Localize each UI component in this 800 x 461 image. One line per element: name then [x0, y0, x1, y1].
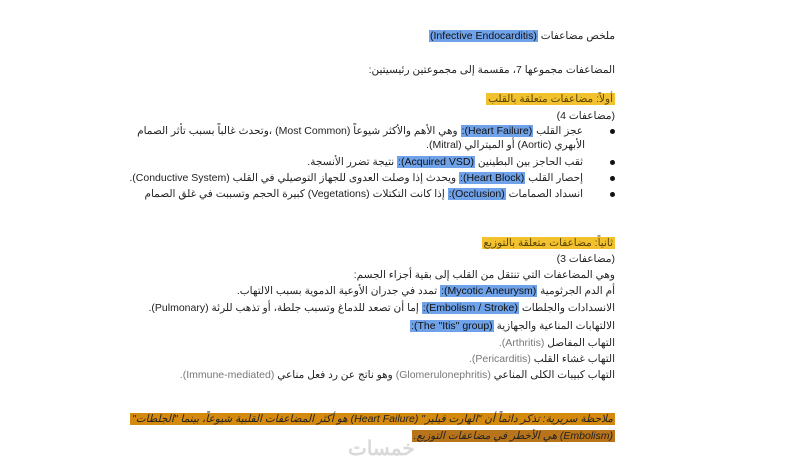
watermark-logo: خمسات — [348, 438, 415, 460]
intro-text: المضاعفات مجموعها 7، مقسمة إلى مجموعتين رئيسيتين: — [368, 64, 615, 76]
item-term-highlight: (Occlusion): — [448, 188, 505, 200]
item-desc-en: (Conductive System). — [129, 172, 230, 184]
item-term-highlight: (Heart Block): — [460, 172, 525, 184]
section2-intro: وهي المضاعفات التي تنتقل من القلب إلى بقية أجزاء الجسم: — [353, 269, 615, 281]
section1-item-4 — [144, 187, 615, 201]
section1-heading-text: أولاً: مضاعفات متعلقة بالقلب — [488, 93, 613, 105]
item-desc: وهو ناتج عن رد فعل مناعي — [277, 369, 393, 381]
item-term-highlight: (Embolism / Stroke): — [422, 302, 518, 314]
note-highlight: (Embolism) هي الأخطر في مضاعفات التوزيع. — [413, 430, 613, 442]
item-label: الانسدادات والجلطات — [521, 302, 615, 314]
item-label: ثقب الحاجز بين البطينين — [477, 156, 584, 168]
bullet-icon — [610, 176, 615, 181]
section1-item-3 — [129, 171, 615, 185]
note-highlight: ملاحظة سريرية: تذكر دائماً أن "الهارت فيلير" (Heart Failure) هو أكثر المضاعفات القلبية شيوعاً، بينما "الجلطات" — [132, 413, 613, 425]
item-label: التهاب غشاء القلب — [533, 353, 615, 365]
item-label: انسداد الصمامات — [508, 188, 584, 200]
section1-heading — [486, 92, 615, 106]
title-en-highlight: (Infective Endocarditis) — [430, 30, 537, 42]
item-desc: إما أن تصعد للدماغ وتسبب جلطة، أو تذهب للرئة — [211, 302, 419, 314]
item-term-highlight: (Mycotic Aneurysm): — [441, 285, 537, 297]
clinical-note-line-2 — [412, 429, 615, 443]
item-desc: ويحدث إذا وصلت العدوى للجهاز التوصيلي في القلب — [232, 172, 457, 184]
section1-item-1 — [137, 124, 615, 138]
title-ar: ملخص مضاعفات — [540, 30, 615, 42]
bullet-icon — [610, 129, 615, 134]
item-desc-en: (Most Common) — [275, 125, 351, 137]
item-term-highlight: (The "Itis" group): — [411, 320, 493, 332]
itis-arthritis — [499, 336, 615, 350]
item-label: الالتهابات المناعية والجهازية — [496, 320, 615, 332]
item-desc-en: (Immune-mediated). — [179, 369, 275, 381]
section1-item-2 — [307, 155, 615, 169]
item-label: إحصار القلب — [528, 172, 584, 184]
item-desc: نتيجة تضرر الأنسجة. — [307, 156, 395, 168]
item-desc-en: (Vegetations) — [307, 188, 370, 200]
bullet-icon — [610, 192, 615, 197]
item-desc-en: (Pulmonary). — [148, 302, 209, 314]
item-term-en: (Arthritis). — [498, 337, 545, 349]
item-term-en: (Pericarditis). — [468, 353, 531, 365]
item-desc: وهي الأهم والأكثر شيوعاً — [353, 125, 458, 137]
item-label: التهاب كبيبات الكلى المناعي — [493, 369, 615, 381]
section2-item-1 — [237, 284, 615, 298]
section2-heading-text: ثانياً: مضاعفات متعلقة بالتوزيع — [483, 237, 613, 249]
itis-pericarditis — [469, 352, 615, 366]
section2-heading — [482, 236, 615, 250]
item-term-highlight: (Acquired VSD): — [398, 156, 474, 168]
section1-count: (مضاعفات 4) — [556, 110, 615, 122]
item-label: التهاب المفاصل — [547, 337, 615, 349]
section2-item-3 — [410, 319, 615, 333]
section1-item-1-cont: الأبهري (Aortic) أو الميترالي (Mitral). — [426, 139, 585, 151]
item-term-highlight: (Heart Failure): — [461, 125, 533, 137]
item-label: عجز القلب — [536, 125, 584, 137]
item-desc-2: كبيرة الحجم وتسببت في غلق الصمام — [144, 188, 305, 200]
doc-title — [429, 29, 615, 43]
itis-glomerulonephritis — [180, 368, 615, 382]
item-term-en: (Glomerulonephritis) — [395, 369, 491, 381]
item-desc: تمدد في جدران الأوعية الدموية بسبب الالتهاب. — [236, 285, 438, 297]
bullet-icon — [610, 160, 615, 165]
section2-count: (مضاعفات 3) — [556, 253, 615, 265]
item-desc: إذا كانت التكتلات — [372, 188, 445, 200]
clinical-note-line-1 — [130, 412, 615, 426]
section2-item-2 — [148, 301, 615, 315]
item-label: أم الدم الجرثومية — [540, 285, 615, 297]
item-desc-2: ،وتحدث غالباً بسبب تأثر الصمام — [137, 125, 273, 137]
